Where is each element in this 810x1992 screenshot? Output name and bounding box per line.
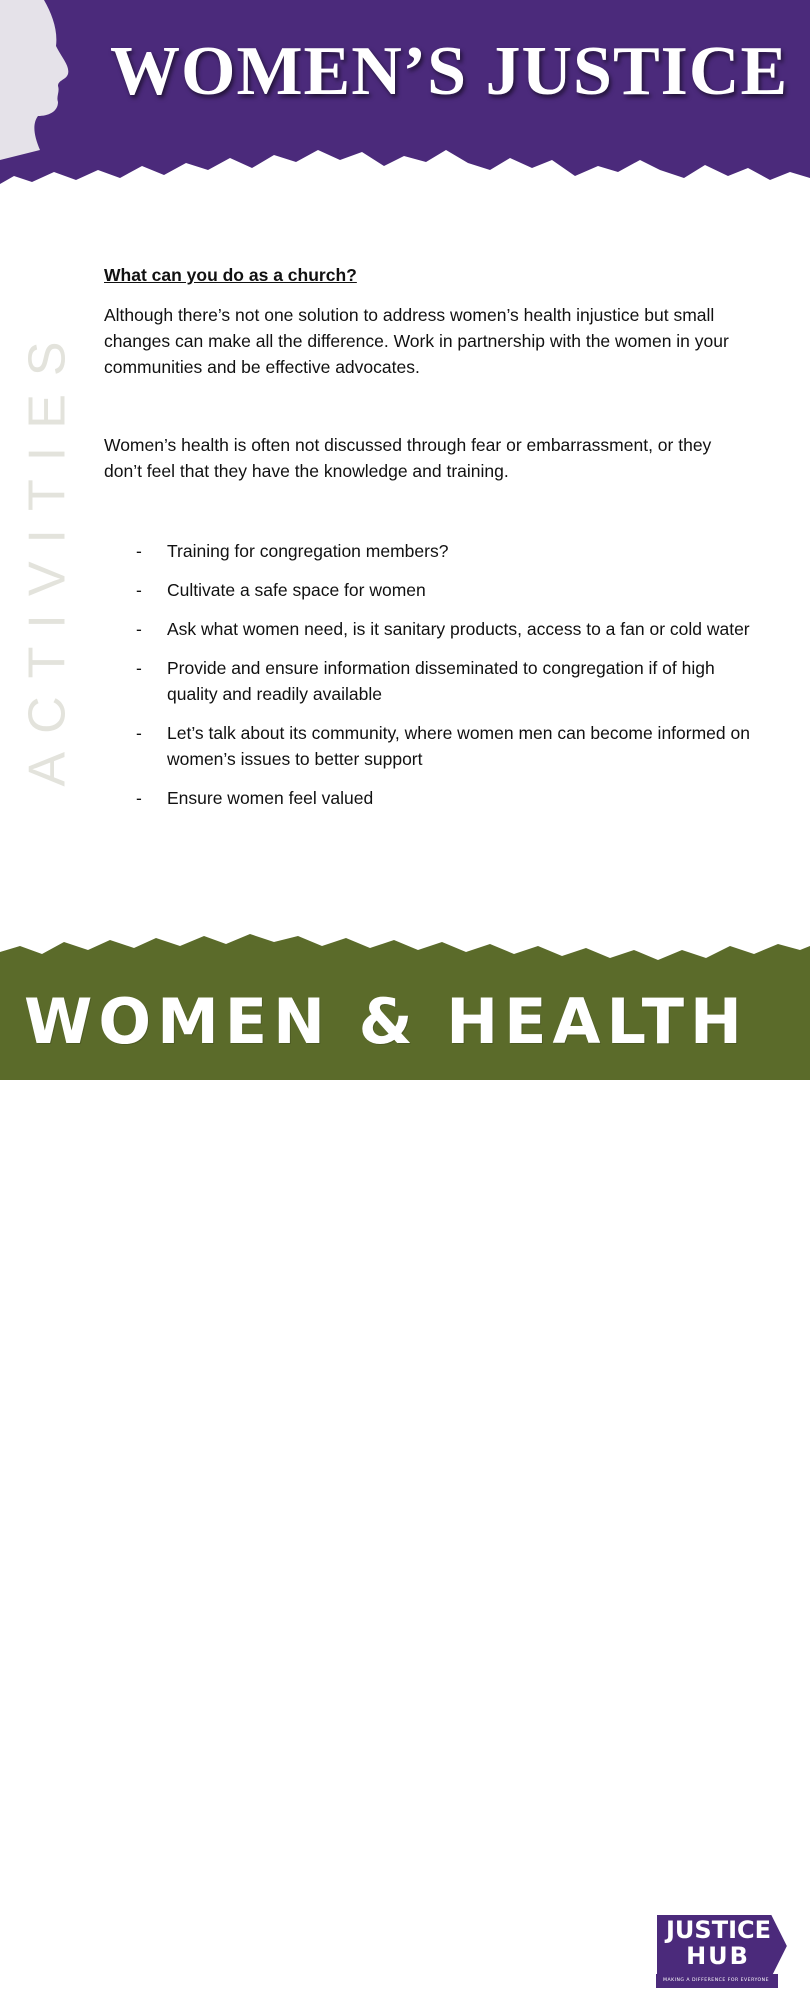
list-item: [104, 616, 754, 642]
logo-tagline: MAKING A DIFFERENCE FOR EVERYONE: [663, 1978, 769, 1983]
list-item: [104, 720, 754, 772]
list-item: [104, 577, 754, 603]
activities-side-text: ACTIVITIES: [19, 323, 77, 787]
logo-line-justice: JUSTICE: [666, 1916, 772, 1944]
list-item-text: Provide and ensure information disseminated to congregation if of high quality and readily available: [167, 658, 715, 704]
list-dash: -: [136, 541, 142, 561]
activities-side-label: [18, 323, 78, 787]
action-list: [104, 538, 754, 811]
list-item-text: Training for congregation members?: [167, 541, 449, 561]
header-banner: [0, 0, 810, 200]
page-title: WOMEN’S JUSTICE: [110, 33, 789, 110]
section-heading: What can you do as a church?: [104, 265, 357, 285]
list-dash: -: [136, 658, 142, 678]
list-item-text: Let’s talk about its community, where women men can become informed on women’s issues to better support: [167, 723, 750, 769]
main-content: [104, 262, 754, 824]
logo-line-hub: HUB: [686, 1942, 750, 1970]
list-item: [104, 655, 754, 707]
list-item-text: Cultivate a safe space for women: [167, 580, 426, 600]
list-dash: -: [136, 580, 142, 600]
list-dash: -: [136, 788, 142, 808]
list-dash: -: [136, 619, 142, 639]
list-item-text: Ensure women feel valued: [167, 788, 374, 808]
list-item-text: Ask what women need, is it sanitary products, access to a fan or cold water: [167, 619, 750, 639]
intro-paragraph: Although there’s not one solution to address women’s health injustice but small changes can make all the difference. Work in partnership with the women in your communities and be effective advocates.: [104, 305, 729, 377]
justice-hub-logo: [654, 1912, 790, 1992]
list-item: [104, 785, 754, 811]
footer-title: WOMEN & HEALTH: [24, 985, 748, 1058]
second-paragraph: Women’s health is often not discussed through fear or embarrassment, or they don’t feel that they have the knowledge and training.: [104, 435, 712, 481]
list-item: [104, 538, 754, 564]
list-dash: -: [136, 723, 142, 743]
